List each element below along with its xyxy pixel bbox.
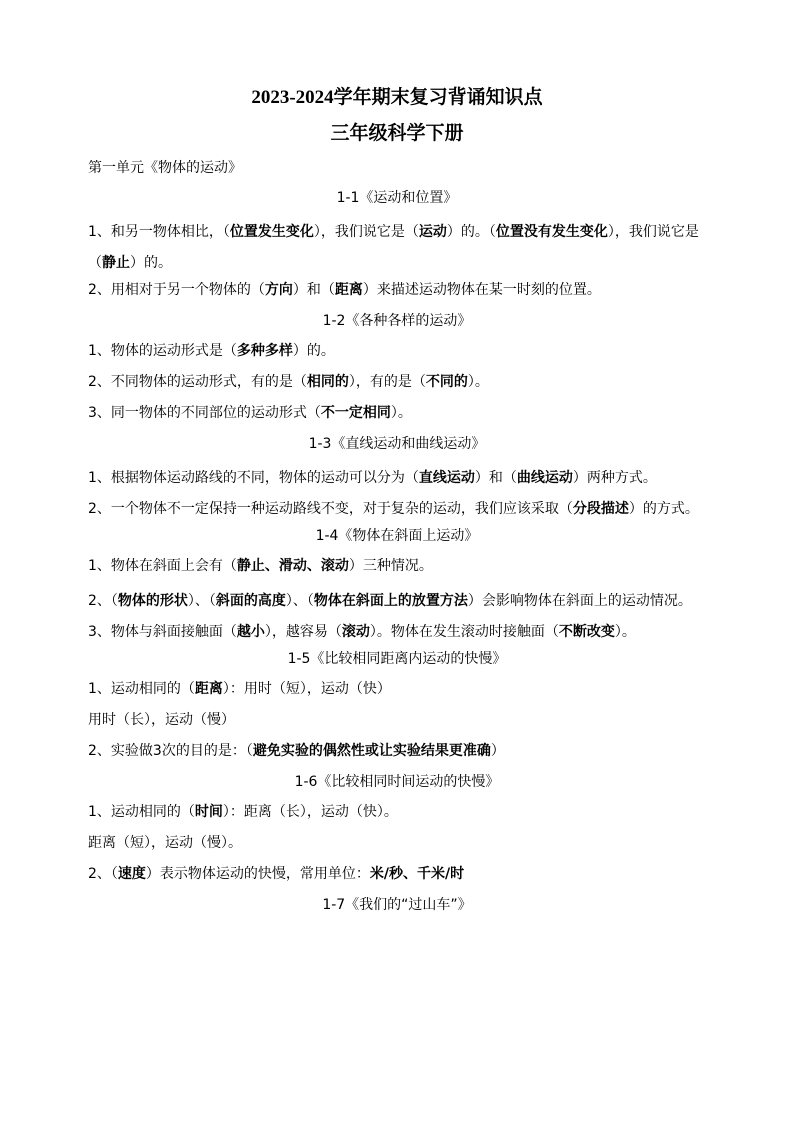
line-text: 2、不同物体的运动形式，有的是（ <box>88 374 307 390</box>
answer-text: 位置发生变化 <box>229 224 314 240</box>
knowledge-line <box>88 371 706 393</box>
line-text: 2、实验做3次的目的是：（ <box>88 743 253 759</box>
answer-text: 速度 <box>117 866 146 882</box>
answer-text: 不一定相同 <box>320 405 391 421</box>
line-text: ）。 <box>614 624 636 640</box>
answer-text: 运动 <box>418 224 447 240</box>
line-text: ）的。 <box>130 255 172 271</box>
line-text: ）。 <box>390 405 412 421</box>
line-text: 3、物体与斜面接触面（ <box>88 624 237 640</box>
answer-text: 物体在斜面上的放置方法 <box>313 593 468 609</box>
knowledge-line <box>88 740 706 762</box>
lesson-heading: 1-4《物体在斜面上运动》 <box>315 528 479 544</box>
answer-text: 距离 <box>194 681 223 697</box>
answer-text: 时间 <box>194 804 223 820</box>
answer-text: 相同的 <box>306 374 349 390</box>
line-text: 2、（ <box>88 593 118 609</box>
lesson-heading: 1-5《比较相同距离内运动的快慢》 <box>287 651 507 667</box>
knowledge-line <box>88 678 706 700</box>
knowledge-line <box>88 340 706 362</box>
line-text: 1、物体的运动形式是（ <box>88 343 237 359</box>
line-text: 1、和另一物体相比，（ <box>88 224 230 240</box>
line-text: 1、运动相同的（ <box>88 804 195 820</box>
line-text: ），我们说它是（ <box>313 224 419 240</box>
line-text: ）：用时（短），运动（快） <box>222 681 391 697</box>
document-title: 2023-2024学年期末复习背诵知识点 <box>251 87 543 108</box>
knowledge-line <box>88 863 706 885</box>
line-text: ），有的是（ <box>348 374 426 390</box>
knowledge-line <box>88 494 706 525</box>
line-text: ）的。（ <box>446 224 496 240</box>
document-subtitle: 三年级科学下册 <box>330 123 464 144</box>
line-text: ）、（ <box>285 593 314 609</box>
line-text: 用时（长），运动（慢） <box>88 712 235 728</box>
answer-text: 位置没有发生变化 <box>495 224 608 240</box>
line-text: ）。 <box>467 374 489 390</box>
answer-text: 物体的形状 <box>117 593 188 609</box>
answer-text: 分段描述 <box>572 501 629 517</box>
knowledge-line <box>88 402 706 424</box>
line-text: 2、（ <box>88 866 118 882</box>
line-text: ）三种情况。 <box>348 558 433 574</box>
knowledge-line <box>88 586 706 617</box>
answer-text: 静止 <box>102 255 130 271</box>
lesson-heading: 1-7《我们的“过山车”》 <box>322 897 472 913</box>
line-text: 3、同一物体的不同部位的运动形式（ <box>88 405 321 421</box>
line-text: ）、（ <box>187 593 216 609</box>
knowledge-line <box>88 279 706 301</box>
line-text: ）和（ <box>292 282 335 298</box>
line-text: ）和（ <box>474 470 517 486</box>
answer-text: 不断改变 <box>558 624 615 640</box>
knowledge-line <box>88 801 706 823</box>
answer-text: 方向 <box>264 282 293 298</box>
line-text: ），我们说它是（ <box>88 224 699 271</box>
line-text: ）：距离（长），运动（快）。 <box>222 804 398 820</box>
line-text: ） <box>490 743 505 759</box>
answer-text: 越小 <box>236 624 265 640</box>
knowledge-line <box>88 555 706 577</box>
answer-text: 距离 <box>334 282 363 298</box>
answer-text: 滚动 <box>341 624 370 640</box>
knowledge-line <box>88 709 706 731</box>
knowledge-line <box>88 463 706 494</box>
line-text: ）表示物体运动的快慢，常用单位： <box>145 866 370 882</box>
line-text: ）来描述运动物体在某一时刻的位置。 <box>362 282 601 298</box>
answer-text: 避免实验的偶然性或让实验结果更准确 <box>252 743 491 759</box>
line-text: 1、物体在斜面上会有（ <box>88 558 237 574</box>
unit-heading: 第一单元《物体的运动》 <box>88 160 242 176</box>
answer-text: 米/秒、千米/时 <box>369 866 465 882</box>
line-text: 1、运动相同的（ <box>88 681 195 697</box>
answer-text: 斜面的高度 <box>215 593 286 609</box>
knowledge-line <box>88 617 706 648</box>
lesson-heading: 1-1《运动和位置》 <box>336 190 458 206</box>
line-text: 2、一个物体不一定保持一种运动路线不变，对于复杂的运动，我们应该采取（ <box>88 501 573 517</box>
lesson-heading: 1-2《各种各样的运动》 <box>322 313 472 329</box>
line-text: ）会影响物体在斜面上的运动情况。 <box>467 593 692 609</box>
answer-text: 不同的 <box>425 374 468 390</box>
line-text: ），越容易（ <box>264 624 342 640</box>
lesson-heading: 1-6《比较相同时间运动的快慢》 <box>294 774 500 790</box>
knowledge-line <box>88 217 706 279</box>
answer-text: 静止、滑动、滚动 <box>236 558 349 574</box>
line-text: 1、根据物体运动路线的不同，物体的运动可以分为（ <box>88 470 419 486</box>
line-text: ）的。 <box>292 343 335 359</box>
line-text: ）的方式。 <box>628 501 699 517</box>
answer-text: 直线运动 <box>418 470 475 486</box>
answer-text: 多种多样 <box>236 343 293 359</box>
line-text: 距离（短），运动（慢）。 <box>88 835 242 851</box>
lesson-heading: 1-3《直线运动和曲线运动》 <box>308 436 486 452</box>
line-text: 2、用相对于另一个物体的（ <box>88 282 265 298</box>
knowledge-line <box>88 832 706 854</box>
line-text: ）。物体在发生滚动时接触面（ <box>369 624 559 640</box>
line-text: ）两种方式。 <box>572 470 657 486</box>
answer-text: 曲线运动 <box>516 470 573 486</box>
lessons-container <box>88 187 706 916</box>
